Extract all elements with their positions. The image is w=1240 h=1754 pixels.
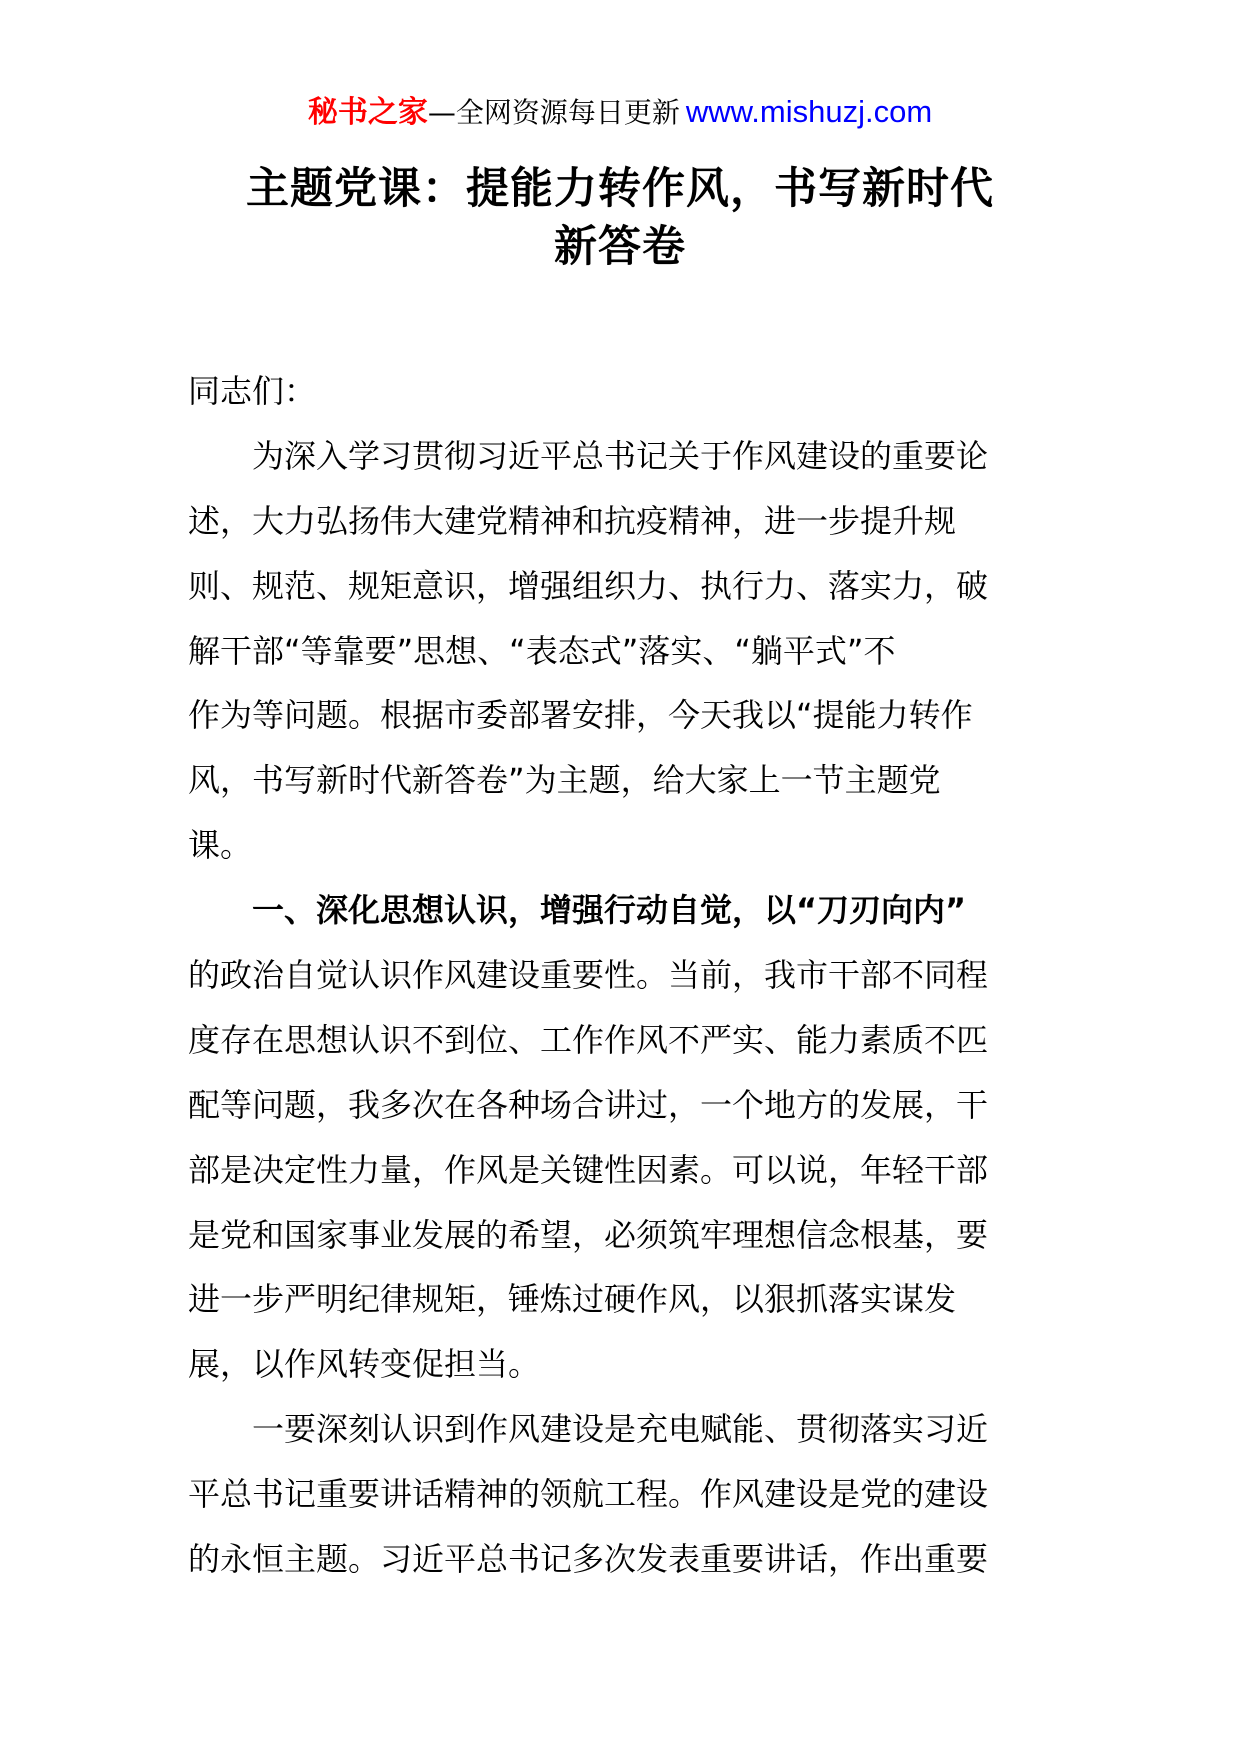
paragraph-line: 为深入学习贯彻习近平总书记关于作风建设的重要论 [252, 436, 989, 475]
paragraph-line: 展，以作风转变促担当。 [188, 1345, 541, 1384]
paragraph-line: 的永恒主题。习近平总书记多次发表重要讲话，作出重要 [188, 1540, 989, 1579]
paragraph-intro [188, 424, 1068, 878]
paragraph-line: 部是决定性力量，作风是关键性因素。可以说，年轻干部 [188, 1150, 989, 1189]
paragraph-line: 度存在思想认识不到位、工作作风不严实、能力素质不匹 [188, 1020, 989, 1059]
brand-name: 秘书之家 [307, 95, 428, 130]
paragraph-line: 平总书记重要讲话精神的领航工程。作风建设是党的建设 [188, 1475, 989, 1514]
section-heading-line: 一、深化思想认识，增强行动自觉，以“刀刃向内” [252, 891, 967, 930]
header-tagline: —全网资源每日更新 [427, 96, 680, 129]
title-line: 新答卷 [554, 222, 686, 272]
paragraph-line: 进一步严明纪律规矩，锤炼过硬作风，以狠抓落实谋发 [188, 1280, 957, 1319]
paragraph-line: 配等问题，我多次在各种场合讲过，一个地方的发展，干 [188, 1085, 989, 1124]
site-url-link[interactable]: www.mishuzj.com [685, 94, 933, 129]
paragraph-line: 风，书写新时代新答卷”为主题，给大家上一节主题党 [188, 761, 941, 800]
paragraph-line: 解干部“等靠要”思想、“表态式”落实、“躺平式”不 [188, 631, 896, 670]
salutation: 同志们： [188, 372, 317, 410]
paragraph-line: 则、规范、规矩意识，增强组织力、执行力、落实力，破 [188, 566, 989, 605]
paragraph-line: 是党和国家事业发展的希望，必须筑牢理想信念根基，要 [188, 1215, 989, 1254]
title-line: 主题党课：提能力转作风，书写新时代 [246, 164, 994, 214]
paragraph-line: 一要深刻认识到作风建设是充电赋能、贯彻落实习近 [252, 1410, 989, 1449]
document-title [0, 160, 1240, 276]
site-header [0, 92, 1240, 133]
paragraph-line: 的政治自觉认识作风建设重要性。当前，我市干部不同程 [188, 956, 989, 995]
document-body [188, 359, 1068, 1592]
paragraph-line: 述，大力弘扬伟大建党精神和抗疫精神，进一步提升规 [188, 501, 957, 540]
paragraph-line: 作为等问题。根据市委部署安排，今天我以“提能力转作 [188, 696, 973, 735]
paragraph-section-one [188, 878, 1068, 1397]
paragraph-point-one [188, 1397, 1068, 1592]
paragraph-line: 课。 [188, 826, 253, 865]
